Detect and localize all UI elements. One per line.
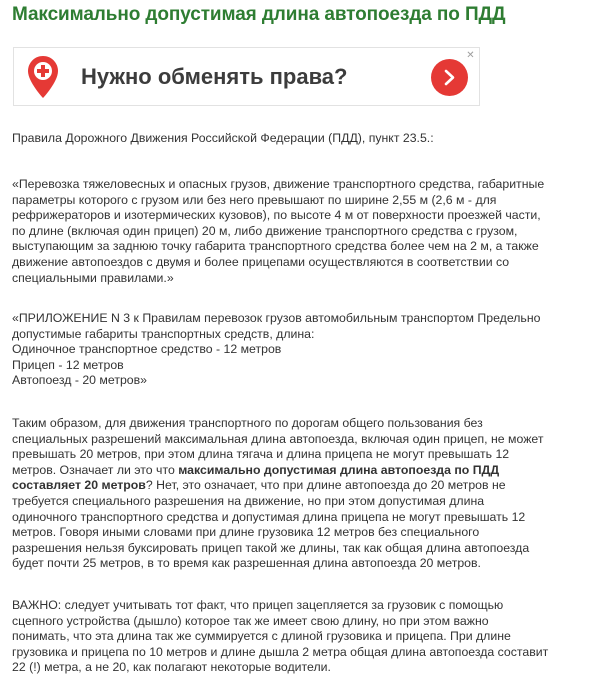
ad-arrow-button[interactable] [431, 59, 468, 96]
main-line: разрешения нельзя буксировать прицеп такой же длины, так как общая длина автопоезда [12, 540, 530, 555]
chevron-right-icon [442, 69, 458, 86]
quote-line: «Перевозка тяжеловесных и опасных грузов, движение транспортного средства, габаритные [12, 177, 545, 191]
quote-paragraph [12, 177, 560, 286]
quote-line: выступающим за заднюю точку габарита транспортного средства более чем на 2 м, а также [12, 239, 539, 254]
page-title: Максимально допустимая длина автопоезда по ПДД [12, 4, 506, 25]
main-line: требуется специального разрешения на движение, но при этом допустимая длина [12, 493, 485, 508]
main-line: будет почти 25 метров, в то время как разрешенная длина автопоезда 20 метров. [12, 556, 481, 571]
ad-headline[interactable]: Нужно обменять права? [81, 64, 348, 89]
main-line-text: ? Нет, это означает, что при длине автопоезда до 20 метров не [145, 478, 506, 493]
warning-line: 22 (!) метра, а не 20, как полагают некоторые водители. [12, 660, 331, 675]
close-icon[interactable]: ✕ [466, 50, 475, 61]
appendix-line: Одиночное транспортное средство - 12 метров [12, 342, 282, 357]
ad-banner[interactable] [13, 47, 480, 106]
warning-paragraph [12, 598, 560, 676]
quote-line: по длине (включая один прицеп) 20 м, либо движение транспортного средства с грузом, [12, 223, 518, 238]
appendix-line: «ПРИЛОЖЕНИЕ N 3 к Правилам перевозок грузов автомобильным транспортом Предельно [12, 311, 541, 325]
main-line-text: метров. Означает ли это что [12, 462, 179, 477]
appendix-line: Автопоезд - 20 метров» [12, 373, 147, 388]
warning-line: ВАЖНО: следует учитывать тот факт, что прицеп зацепляется за грузовик с помощью [12, 598, 504, 612]
main-line [12, 478, 560, 494]
highlight-text: составляет 20 метров [12, 478, 146, 493]
map-pin-icon [27, 55, 59, 99]
highlight-text: максимально допустимая длина автопоезда по ПДД [178, 462, 500, 477]
main-line: Таким образом, для движения транспортного по дорогам общего пользования без [12, 416, 483, 430]
quote-line: параметры которого с грузом или без него превышают по ширине 2,55 м (2,6 м - для [12, 192, 497, 207]
warning-line: сцепного устройства (дышло) которое так же имеет свою длину, но при этом важно [12, 613, 489, 628]
main-paragraph [12, 416, 560, 572]
warning-line: понимать, что эта длина так же суммируется с длиной грузовика и прицепа. При длине [12, 629, 511, 644]
quote-line: рефрижераторов и изотермических кузовов), по высоте 4 м от поверхности проезжей части, [12, 208, 541, 223]
intro-text: Правила Дорожного Движения Российской Федерации (ПДД), пункт 23.5.: [12, 131, 434, 145]
main-line: специальных разрешений максимальная длина автопоезда, включая один прицеп, не может [12, 431, 544, 446]
warning-line: грузовика и прицепа по 10 метров и длине дышла 2 метра общая длина автопоезда составит [12, 644, 549, 659]
main-line [12, 463, 560, 479]
appendix-paragraph [12, 311, 560, 389]
main-line: одиночного транспортного средства и допустимая длина прицепа не могут превышать 12 [12, 509, 526, 524]
appendix-line: Прицеп - 12 метров [12, 357, 124, 372]
appendix-line: допустимые габариты транспортных средств, длина: [12, 326, 315, 341]
main-line: превышать 20 метров, при этом длина тягача и длина прицепа не могут превышать 12 [12, 447, 510, 462]
quote-line: движение автопоездов с двумя и более прицепами осуществляются в соответствии со [12, 254, 510, 269]
quote-line: специальными правилами.» [12, 270, 174, 285]
main-line: метров. Говоря иными словами при длине грузовика 12 метров без специального [12, 525, 480, 540]
